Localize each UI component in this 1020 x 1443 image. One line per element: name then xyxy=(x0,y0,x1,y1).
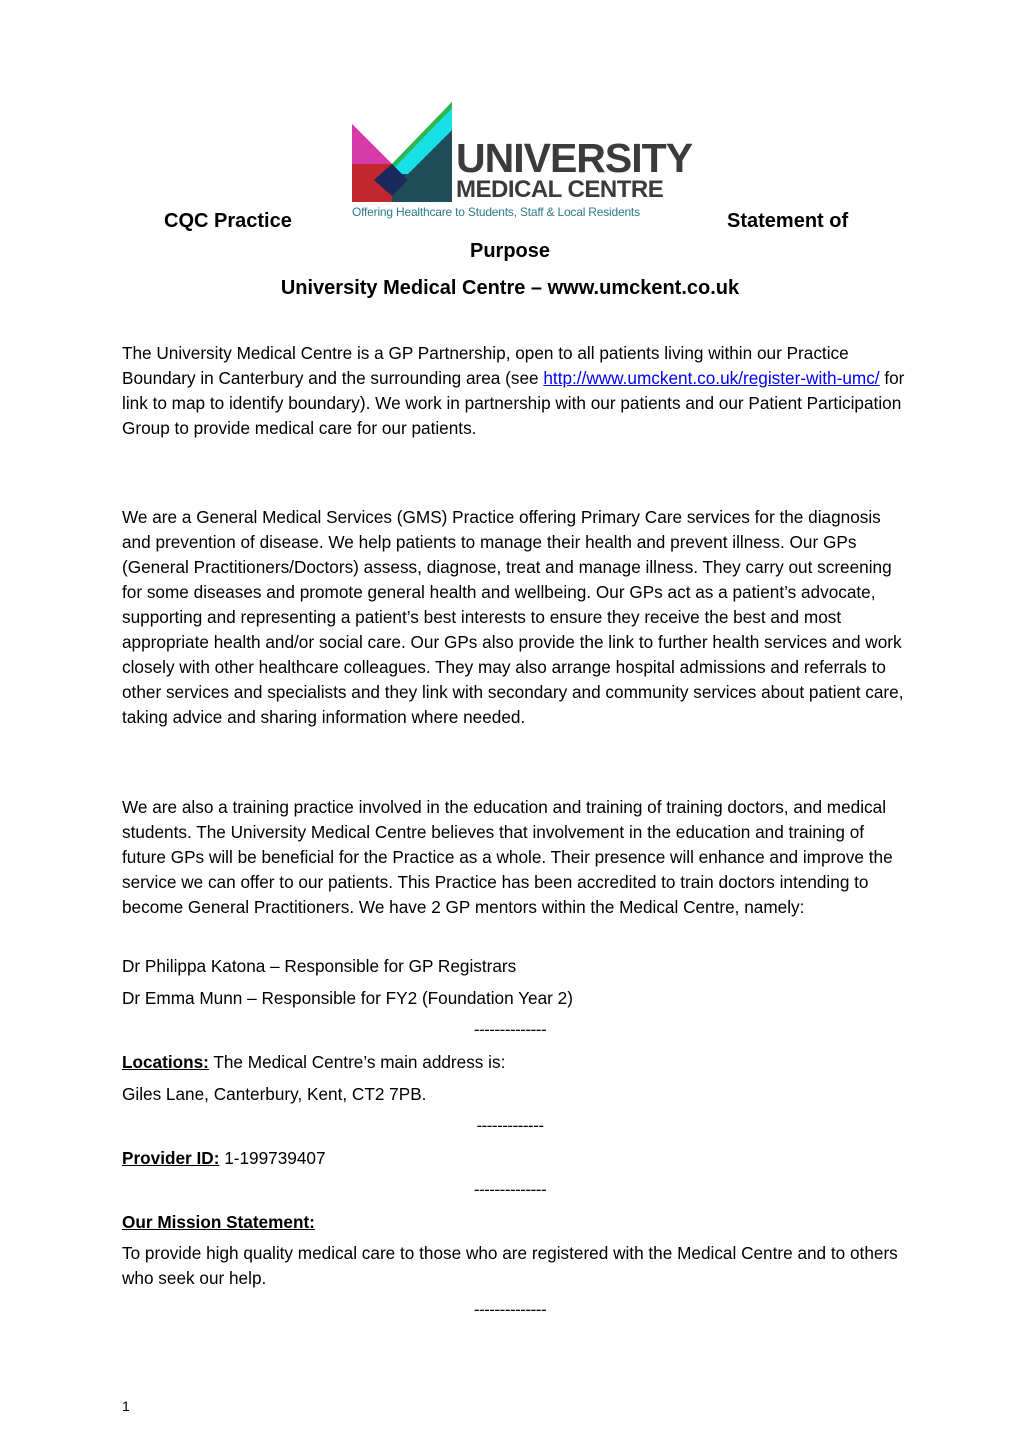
title-umc-website: University Medical Centre – www.umckent.co.uk xyxy=(280,277,740,299)
provider-line xyxy=(122,1146,326,1171)
intro-paragraph xyxy=(122,341,912,441)
logo-word-university: UNIVERSITY xyxy=(456,135,693,181)
mentor-katona: Dr Philippa Katona – Responsible for GP Registrars xyxy=(122,956,517,976)
locations-line xyxy=(122,1050,505,1075)
title-statement-of: Statement of xyxy=(727,210,849,232)
intro-text-after-link: for link to map to identify boundary). We work in partnership with our patients and our Patient Participation Group to provide medical care for our patients. xyxy=(122,368,905,438)
provider-label: Provider ID: xyxy=(122,1148,220,1168)
mission-heading xyxy=(122,1210,315,1235)
intro-text-before-link: The University Medical Centre is a GP Partnership, open to all patients living within our Practice Boundary in Canterbury and the surrounding area (see xyxy=(122,343,849,388)
mentor-munn: Dr Emma Munn – Responsible for FY2 (Foundation Year 2) xyxy=(122,988,573,1008)
title-cqc-practice: CQC Practice xyxy=(164,210,292,232)
mission-label: Our Mission Statement: xyxy=(122,1212,315,1232)
separator: -------------- xyxy=(473,1180,547,1199)
title-purpose: Purpose xyxy=(469,240,551,262)
locations-label: Locations: xyxy=(122,1052,209,1072)
gms-paragraph: We are a General Medical Services (GMS) Practice offering Primary Care services for the diagnosis and prevention of disease. We help patients to manage their health and prevent illness. Our GPs (General Practitioners/Doctors) assess, diagnose, treat and manage illness. They carry out screening for some diseases and promote general health and wellbeing. Our GPs act as a patient’s advocate, supporting and representing a patient’s best interests to ensure they receive the best and most appropriate health and/or social care. Our GPs also provide the link to further health services and work closely with other healthcare colleagues. They may also arrange hospital admissions and referrals to other services and specialists and they link with secondary and community services about patient care, taking advice and sharing information where needed. xyxy=(122,507,904,727)
logo-mark-icon xyxy=(352,102,456,206)
logo-tagline: Offering Healthcare to Students, Staff & Local Residents xyxy=(352,205,640,219)
locations-text: The Medical Centre’s main address is: xyxy=(208,1052,506,1072)
training-paragraph: We are also a training practice involved in the education and training of training doctors, and medical students. The University Medical Centre believes that involvement in the education and training of future GPs will be beneficial for the Practice as a whole. Their presence will enhance and improve the service we can offer to our patients. This Practice has been accredited to train doctors intending to become General Practitioners. We have 2 GP mentors within the Medical Centre, namely: xyxy=(122,797,893,917)
provider-id: 1-199739407 xyxy=(219,1148,326,1168)
separator: ------------- xyxy=(476,1116,544,1135)
page-number: 1 xyxy=(122,1398,130,1414)
mission-text: To provide high quality medical care to those who are registered with the Medical Centre and to others who seek our help. xyxy=(122,1243,898,1288)
logo-word-medical-centre: MEDICAL CENTRE xyxy=(456,176,664,203)
address: Giles Lane, Canterbury, Kent, CT2 7PB. xyxy=(122,1084,427,1104)
separator: -------------- xyxy=(473,1300,547,1319)
university-medical-centre-logo xyxy=(352,102,693,220)
separator: -------------- xyxy=(473,1020,547,1039)
register-with-umc-link[interactable]: http://www.umckent.co.uk/register-with-umc/ xyxy=(543,368,880,388)
